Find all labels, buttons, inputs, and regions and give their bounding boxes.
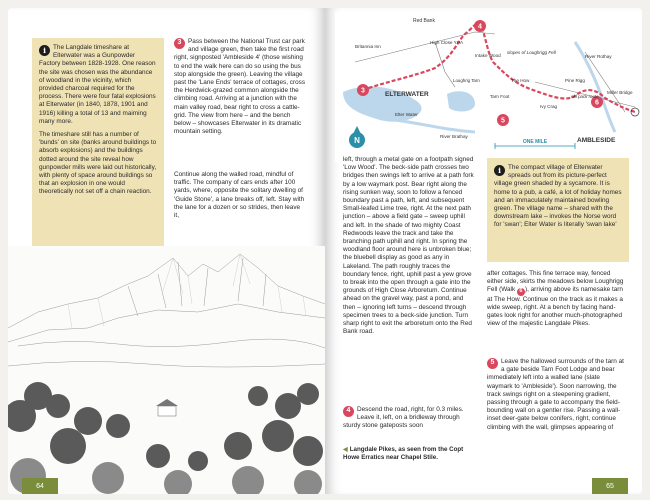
info-paragraph-1: The Langdale timeshare at Elterwater was a Gunpowder Factory between 1828-1928. One reason the site was chosen was the abundance of woodland in the vicinity, which provided charcoal required for the process. There were four fatal explosions at Elterwater (in 1840, 1878, 1901 and 1916) killing a total of 13 and maiming many more. (39, 44, 156, 125)
book-spread (8, 8, 642, 494)
map-label-tarn-foot: Tarn Foot (490, 94, 510, 99)
illustration-caption: ◀ Langdale Pikes, as seen from the Copt Howe Erratics near Chapel Stile. (343, 446, 464, 461)
map-label-loughrigg-tarn: Loughrig Tarn (453, 78, 480, 83)
waypoint-4-paragraph (343, 406, 475, 431)
page-number-right: 65 (592, 478, 628, 494)
page-number-left: 64 (22, 478, 58, 494)
map-waypoint-4 (474, 20, 486, 32)
waypoint-5-text: Leave the hallowed surrounds of the tarn at a gate beside Tarn Foot Lodge and bear immediately left into a walled lane (slate waymark to 'Ambleside'). Soon narrowing, the track swings right on a steepening gradient, passing through a gate to accompany the field-bounding wall on a gentler rise. Passing a wall-inset deer-gate below conifers, right, continue climbing with the wall, glimpses appearing of (487, 358, 624, 431)
waypoint-3-paragraph (174, 38, 306, 136)
svg-text:N: N (354, 136, 360, 145)
svg-text:3: 3 (361, 87, 365, 95)
waypoint-4-text: Descend the road, right, for 0.3 miles. Leave it, left, on a bridleway through sturdy stone gateposts soon (343, 406, 464, 430)
waypoint-3-text: Pass between the National Trust car park and village green, then take the first road right, signposted 'Ambleside 4' (those wishing to end the walk here can do so using the bus stop alongside the green). Leaving the village past the 'Lane Ends' terrace of cottages, cross the Herdwick-grazed common alongside the climbing road. Arriving at a junction with the main valley road, bear right to cross a cattle-grid. The view from here – and the bench below – showcases Elterwater in its dramatic mountain setting. (174, 38, 306, 136)
map-label-britannia-inn: Britannia Inn (355, 44, 381, 49)
svg-text:4: 4 (478, 23, 482, 31)
info-icon: i (494, 165, 505, 176)
info-icon: i (39, 45, 50, 56)
waypoint-4-marker: 4 (343, 406, 354, 417)
middle-column-paragraph: left, through a metal gate on a footpath signed 'Low Wood'. The beck-side path crosses two bridges then swings left to arrive at a path fork by a low waymark post. Bear right along the rising sunken way, soon to follow a fenced boundary past a path, left, and subsequent Small-leafed Lime tree, right. At the next path junction – above a field gate – sweep uphill and left. In the shade of two mighty Coast Redwoods leave the track and take the branching path uphill and right. In spring the woodland floor around here is unbroken blue; the bluebell display as good as any in Lakeland. The path roughly traces the boundary fence, right, uphill past a yew grove to break into the open through a gate into the grounds of High Close Arboretum. Continue ahead on the gravel way, past a pond, and then – ignoring left turns – descend through specimen trees to a beck-side junction. Turn sharp right to exit the arboretum onto the Red Bank road. (343, 156, 474, 336)
map-label-elter-water: Elter Water (395, 112, 418, 117)
elterwater-info-text: The compact village of Elterwater spreads out from its picture-perfect village green shaded by a sycamore. It is home to a pub, a café, a lot of holiday homes and an immaculately maintained bowling green. The village name – shared with the downstream lake – invokes the Norse word for 'swan'; Elter Water is literally 'swan lake' (494, 164, 622, 229)
map-label-elterwater: ELTERWATER (385, 91, 429, 98)
map-label-red-bank: Red Bank (413, 18, 435, 24)
map-waypoint-3 (357, 84, 369, 96)
caption-arrow-icon: ◀ (343, 446, 348, 453)
map-label-river-brathay: River Brathay (440, 134, 468, 139)
info-paragraph-2: The timeshare still has a number of 'bunds' on site (banks around buildings to absorb explosions) and the buildings dotted around the site reveal how gunpowder mills were laid out historically, with plenty of space around buildings so that an explosion in one would theoretically not set off a chain reaction. (39, 131, 157, 196)
walk-ref-marker: 6 (517, 288, 525, 296)
map-label-miller-bridge: Miller Bridge (607, 90, 633, 95)
waypoint-5-paragraph (487, 358, 627, 432)
waypoint-3-marker: 3 (174, 38, 185, 49)
continue-paragraph: Continue along the walled road, mindful of traffic. The company of cars ends after 100 yards, where, opposite the solitary dwelling of 'Guide Stone', a lane breaks off, left. Stay with the lane for a dozen or so strides, then leave it, (174, 171, 305, 220)
map-label-loughrigg: slopes of Loughrigg Fell (507, 50, 556, 55)
map-label-intake-wood: Intake Wood (475, 53, 501, 58)
map-label-the-how: The How (511, 78, 530, 83)
elterwater-info-box (487, 158, 629, 262)
map-label-pine-rigg: Pine Rigg (565, 78, 585, 83)
map-waypoint-5 (497, 114, 509, 126)
langdale-pikes-illustration (8, 246, 325, 494)
right-page (325, 8, 642, 494)
map-label-ambleside: AMBLESIDE (577, 137, 616, 144)
route-map (335, 12, 640, 162)
svg-text:5: 5 (501, 117, 505, 125)
svg-text:6: 6 (595, 99, 599, 107)
map-label-river-rothay: River Rothay (585, 54, 612, 59)
map-label-ivy-crag: Ivy Crag (540, 104, 558, 109)
svg-text:ONE MILE: ONE MILE (522, 139, 548, 145)
after-cottages-paragraph: after cottages. This fine terrace way, fenced either side, skirts the meadows below Loughrigg Fell (Walk 6 ), arriving above its namesake tarn at The How. Continue on the track as it makes a wide sweep, right. At a bench by facing hand-gates look right for another much-photographed view of the majestic Langdale Pikes. (487, 270, 624, 328)
map-label-old-pack-route: old pack route (571, 94, 599, 99)
waypoint-5-marker: 5 (487, 358, 498, 369)
map-label-high-close: High Close YHA (430, 40, 464, 45)
left-page (8, 8, 325, 494)
gunpowder-info-box (32, 38, 164, 260)
